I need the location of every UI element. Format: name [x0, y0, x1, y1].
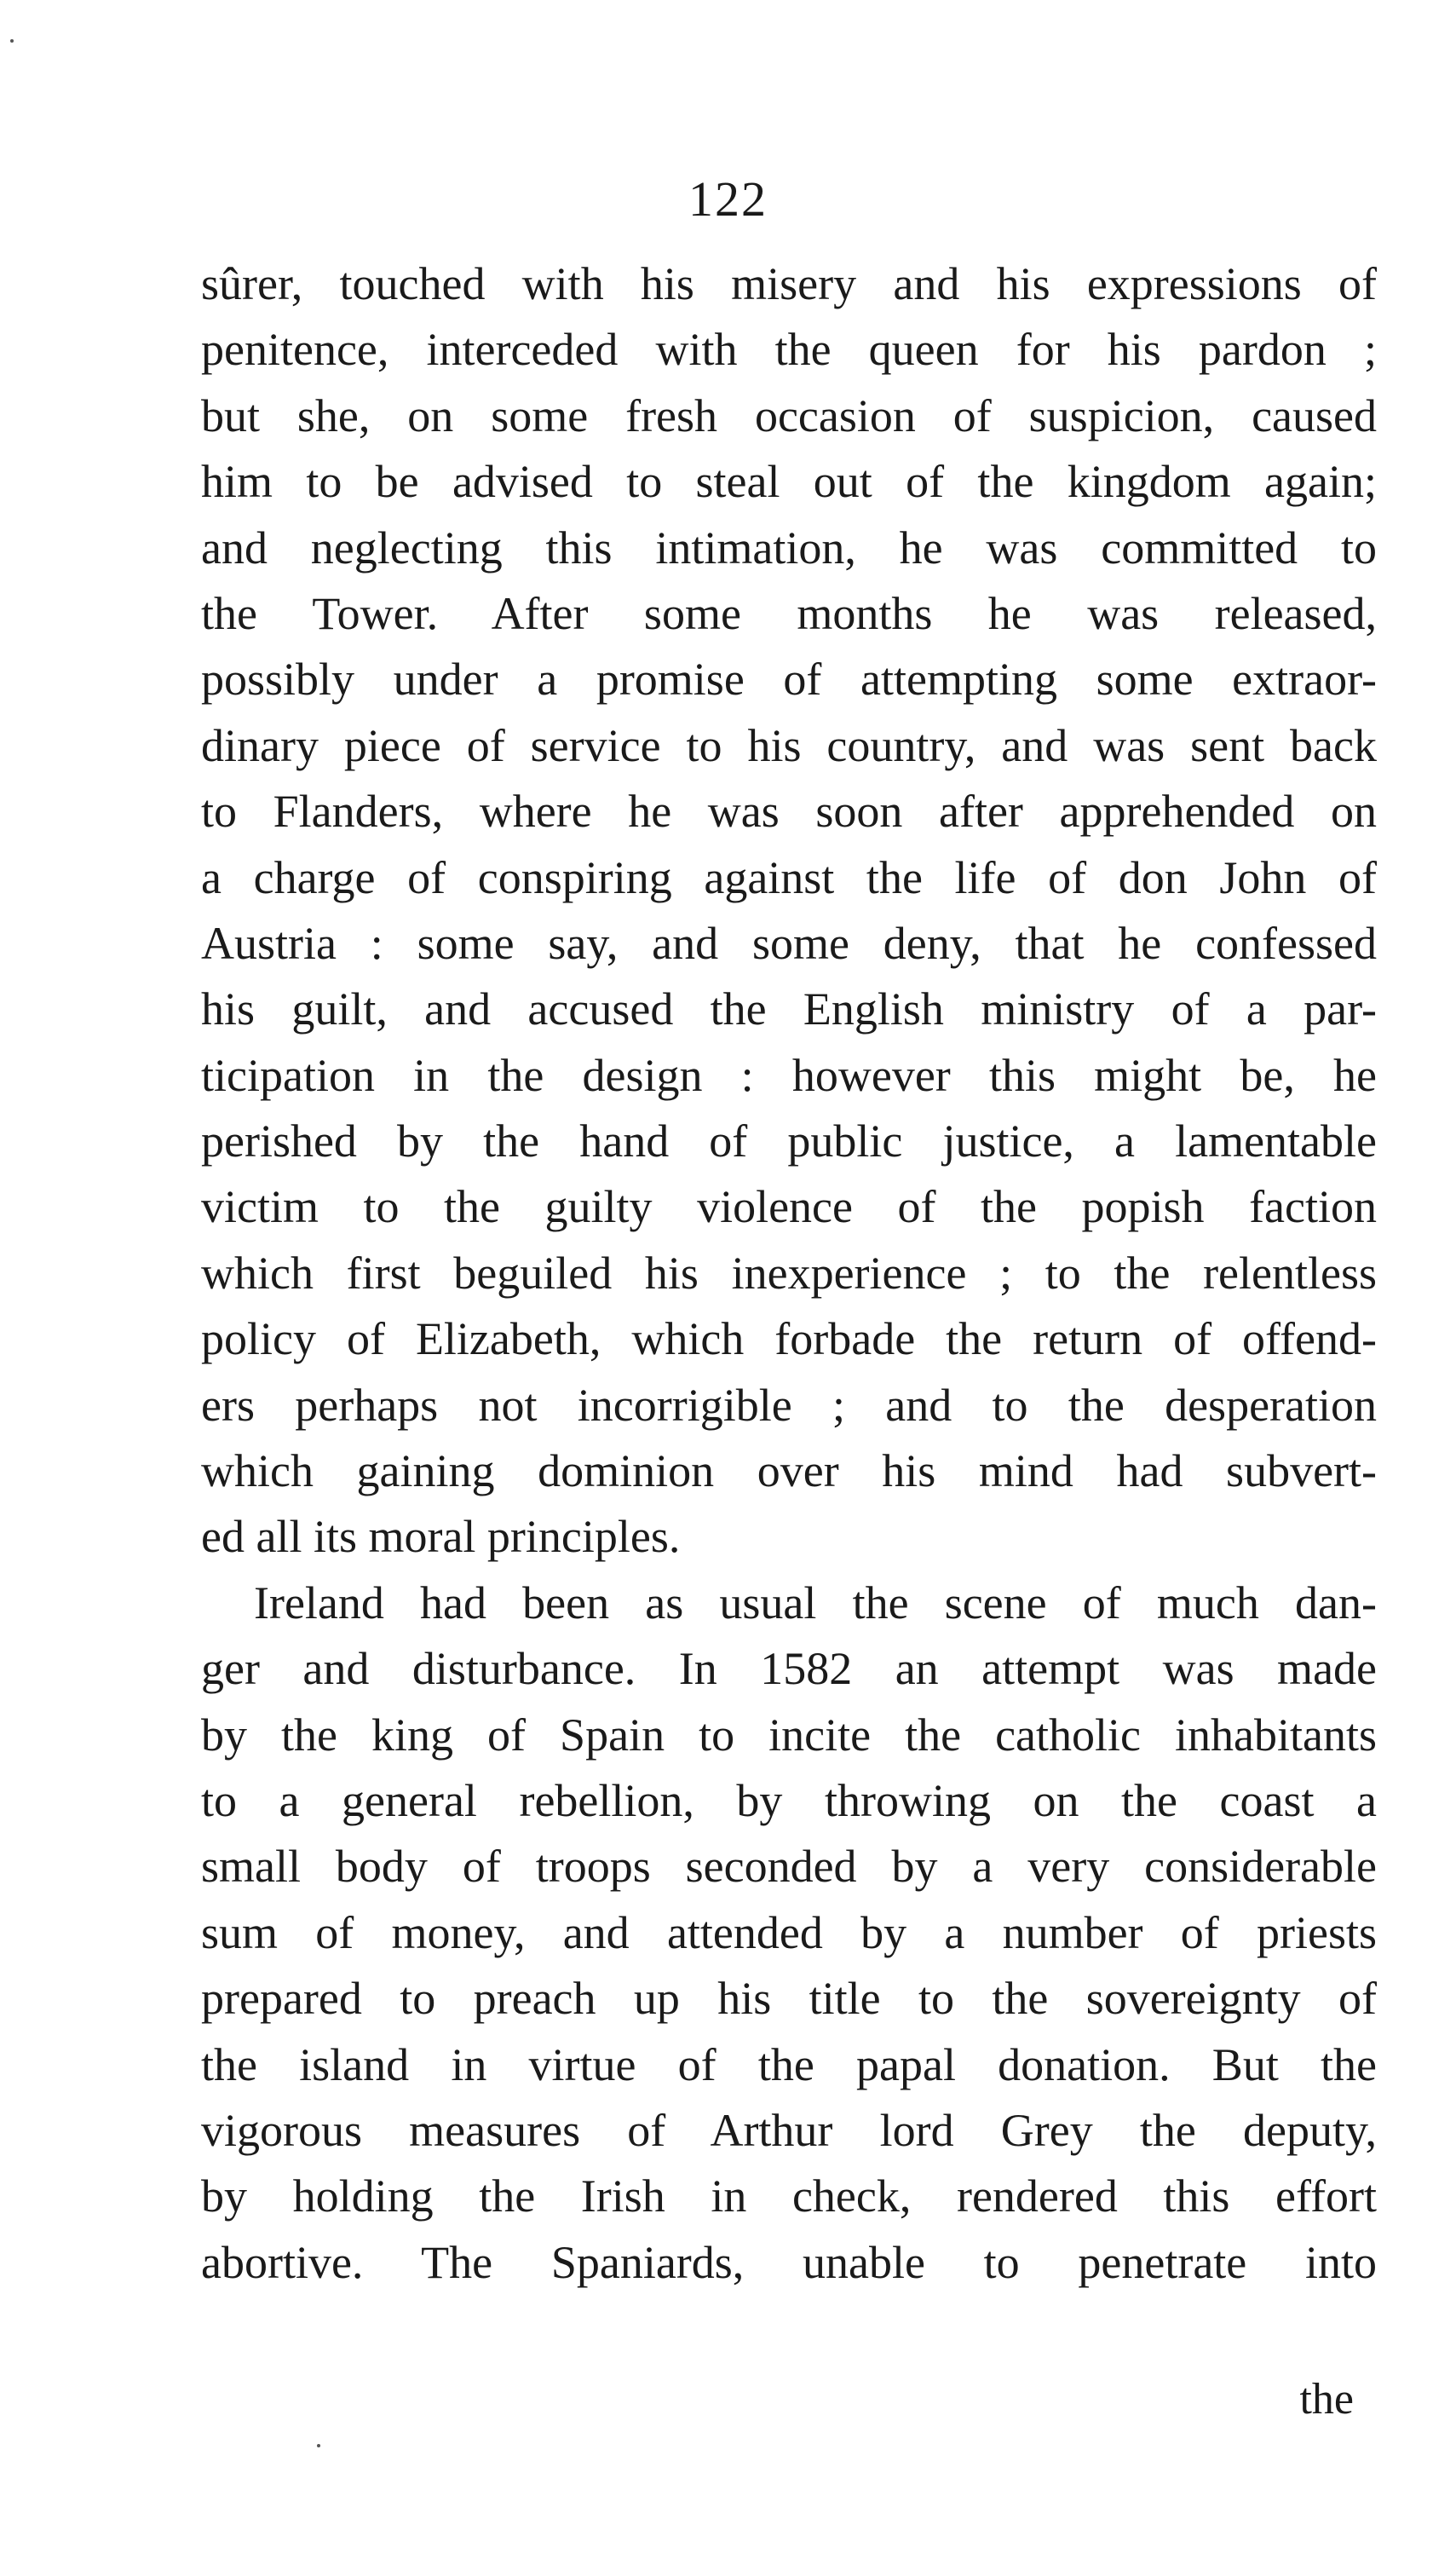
text-line: small body of troops seconded by a very considerable — [201, 1841, 1377, 1893]
text-line: and neglecting this intimation, he was committed to — [201, 522, 1377, 574]
text-line: him to be advised to steal out of the kingdom again; — [201, 456, 1377, 508]
text-line: which gaining dominion over his mind had subvert- — [201, 1445, 1377, 1497]
text-line: to a general rebellion, by throwing on the coast a — [201, 1774, 1377, 1826]
text-line: the Tower. After some months he was released, — [201, 587, 1377, 639]
text-line: policy of Elizabeth, which forbade the return of offend- — [201, 1313, 1377, 1365]
text-line: penitence, interceded with the queen for his pardon ; — [201, 324, 1377, 376]
text-line: perished by the hand of public justice, a lamentable — [201, 1115, 1377, 1167]
text-line: sûrer, touched with his misery and his expressions of — [201, 258, 1377, 309]
text-line: to Flanders, where he was soon after apprehended on — [201, 786, 1377, 838]
text-line: Ireland had been as usual the scene of much dan- — [254, 1576, 1377, 1628]
text-line: ed all its moral principles. — [201, 1511, 681, 1563]
text-line: by holding the Irish in check, rendered this effort — [201, 2170, 1377, 2222]
text-line: sum of money, and attended by a number of priests — [201, 1906, 1377, 1958]
ink-speck — [10, 39, 14, 43]
text-line: the island in virtue of the papal donation. But the — [201, 2038, 1377, 2090]
text-line: vigorous measures of Arthur lord Grey the deputy, — [201, 2104, 1377, 2156]
text-line: which first beguiled his inexperience ; to the relentless — [201, 1247, 1377, 1299]
text-line: ger and disturbance. In 1582 an attempt was made — [201, 1643, 1377, 1695]
catchword: the — [1299, 2375, 1354, 2424]
text-line: Austria : some say, and some deny, that he confessed — [201, 917, 1377, 969]
page-number: 122 — [688, 171, 768, 227]
text-line: abortive. The Spaniards, unable to penetrate into — [201, 2236, 1377, 2288]
text-line: ers perhaps not incorrigible ; and to the desperation — [201, 1379, 1377, 1431]
text-line: dinary piece of service to his country, and was sent back — [201, 719, 1377, 771]
text-line: ticipation in the design : however this might be, he — [201, 1049, 1377, 1101]
text-line: victim to the guilty violence of the popish faction — [201, 1181, 1377, 1233]
text-line: his guilt, and accused the English ministry of a par- — [201, 983, 1377, 1035]
text-line: by the king of Spain to incite the catholic inhabitants — [201, 1709, 1377, 1761]
text-line: but she, on some fresh occasion of suspicion, caused — [201, 389, 1377, 441]
text-line: prepared to preach up his title to the sovereignty of — [201, 1973, 1377, 2025]
text-line: a charge of conspiring against the life of don John of — [201, 851, 1377, 903]
ink-speck — [317, 2444, 320, 2447]
text-line: possibly under a promise of attempting some extraor- — [201, 654, 1377, 706]
body-text — [201, 251, 1377, 2296]
